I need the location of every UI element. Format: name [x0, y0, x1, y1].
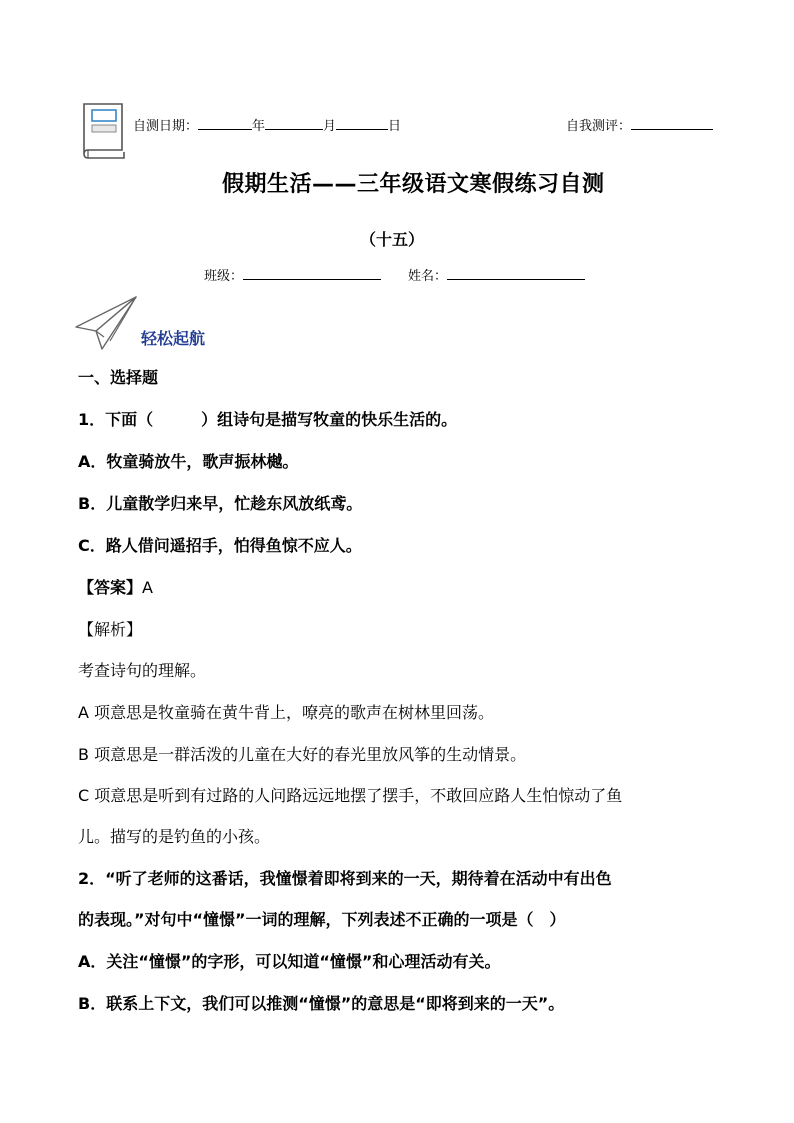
section-heading: 一、选择题	[78, 368, 159, 387]
date-row	[133, 116, 401, 135]
name-field	[408, 266, 585, 285]
q1-option-c: C．路人借问遥招手，怕得鱼惊不应人。	[78, 536, 362, 555]
paper-plane-icon	[74, 295, 138, 351]
q1-analysis-line-1: 考查诗句的理解。	[78, 661, 207, 680]
section-banner-label: 轻松起航	[141, 329, 206, 348]
book-icon	[78, 100, 130, 160]
q2-option-b: B．联系上下文，我们可以推测“憧憬”的意思是“即将到来的一天”。	[78, 994, 565, 1013]
day-label: 日	[388, 119, 402, 134]
month-blank[interactable]	[265, 116, 323, 130]
day-blank[interactable]	[336, 116, 388, 130]
class-label: 班级：	[204, 269, 244, 284]
name-blank[interactable]	[447, 266, 585, 280]
q1-stem: 1．下面（ ）组诗句是描写牧童的快乐生活的。	[78, 410, 458, 429]
q1-answer	[78, 578, 153, 598]
date-label: 自测日期：	[133, 119, 199, 134]
q1-analysis-line-2: A 项意思是牧童骑在黄牛背上，嘹亮的歌声在树林里回荡。	[78, 703, 495, 722]
q2-stem-line-2: 的表现。”对句中“憧憬”一词的理解，下列表述不正确的一项是（ ）	[78, 910, 566, 929]
q1-option-a: A．牧童骑放牛，歌声振林樾。	[78, 452, 299, 471]
page-subtitle: （十五）	[360, 230, 425, 249]
class-field	[204, 266, 381, 285]
class-blank[interactable]	[243, 266, 381, 280]
month-label: 月	[323, 119, 337, 134]
name-label: 姓名：	[408, 269, 448, 284]
q2-stem-line-1: 2．“听了老师的这番话，我憧憬着即将到来的一天，期待着在活动中有出色	[78, 869, 612, 888]
q1-analysis-label: 【解析】	[78, 620, 143, 639]
eval-blank[interactable]	[631, 116, 713, 130]
q1-option-b: B．儿童散学归来早，忙趁东风放纸鸢。	[78, 494, 363, 513]
answer-value: A	[142, 578, 153, 597]
q1-analysis-line-4: C 项意思是听到有过路的人问路远远地摆了摆手，不敢回应路人生怕惊动了鱼	[78, 786, 623, 805]
q2-option-a: A．关注“憧憬”的字形，可以知道“憧憬”和心理活动有关。	[78, 952, 501, 971]
answer-label: 【答案】	[78, 578, 143, 597]
q1-analysis-line-3: B 项意思是一群活泼的儿童在大好的春光里放风筝的生动情景。	[78, 745, 527, 764]
q1-analysis-line-5: 儿。描写的是钓鱼的小孩。	[78, 827, 271, 846]
eval-label: 自我测评：	[566, 119, 632, 134]
year-label: 年	[252, 119, 266, 134]
eval-row	[566, 116, 713, 135]
year-blank[interactable]	[198, 116, 252, 130]
page-title: 假期生活——三年级语文寒假练习自测	[222, 172, 605, 197]
